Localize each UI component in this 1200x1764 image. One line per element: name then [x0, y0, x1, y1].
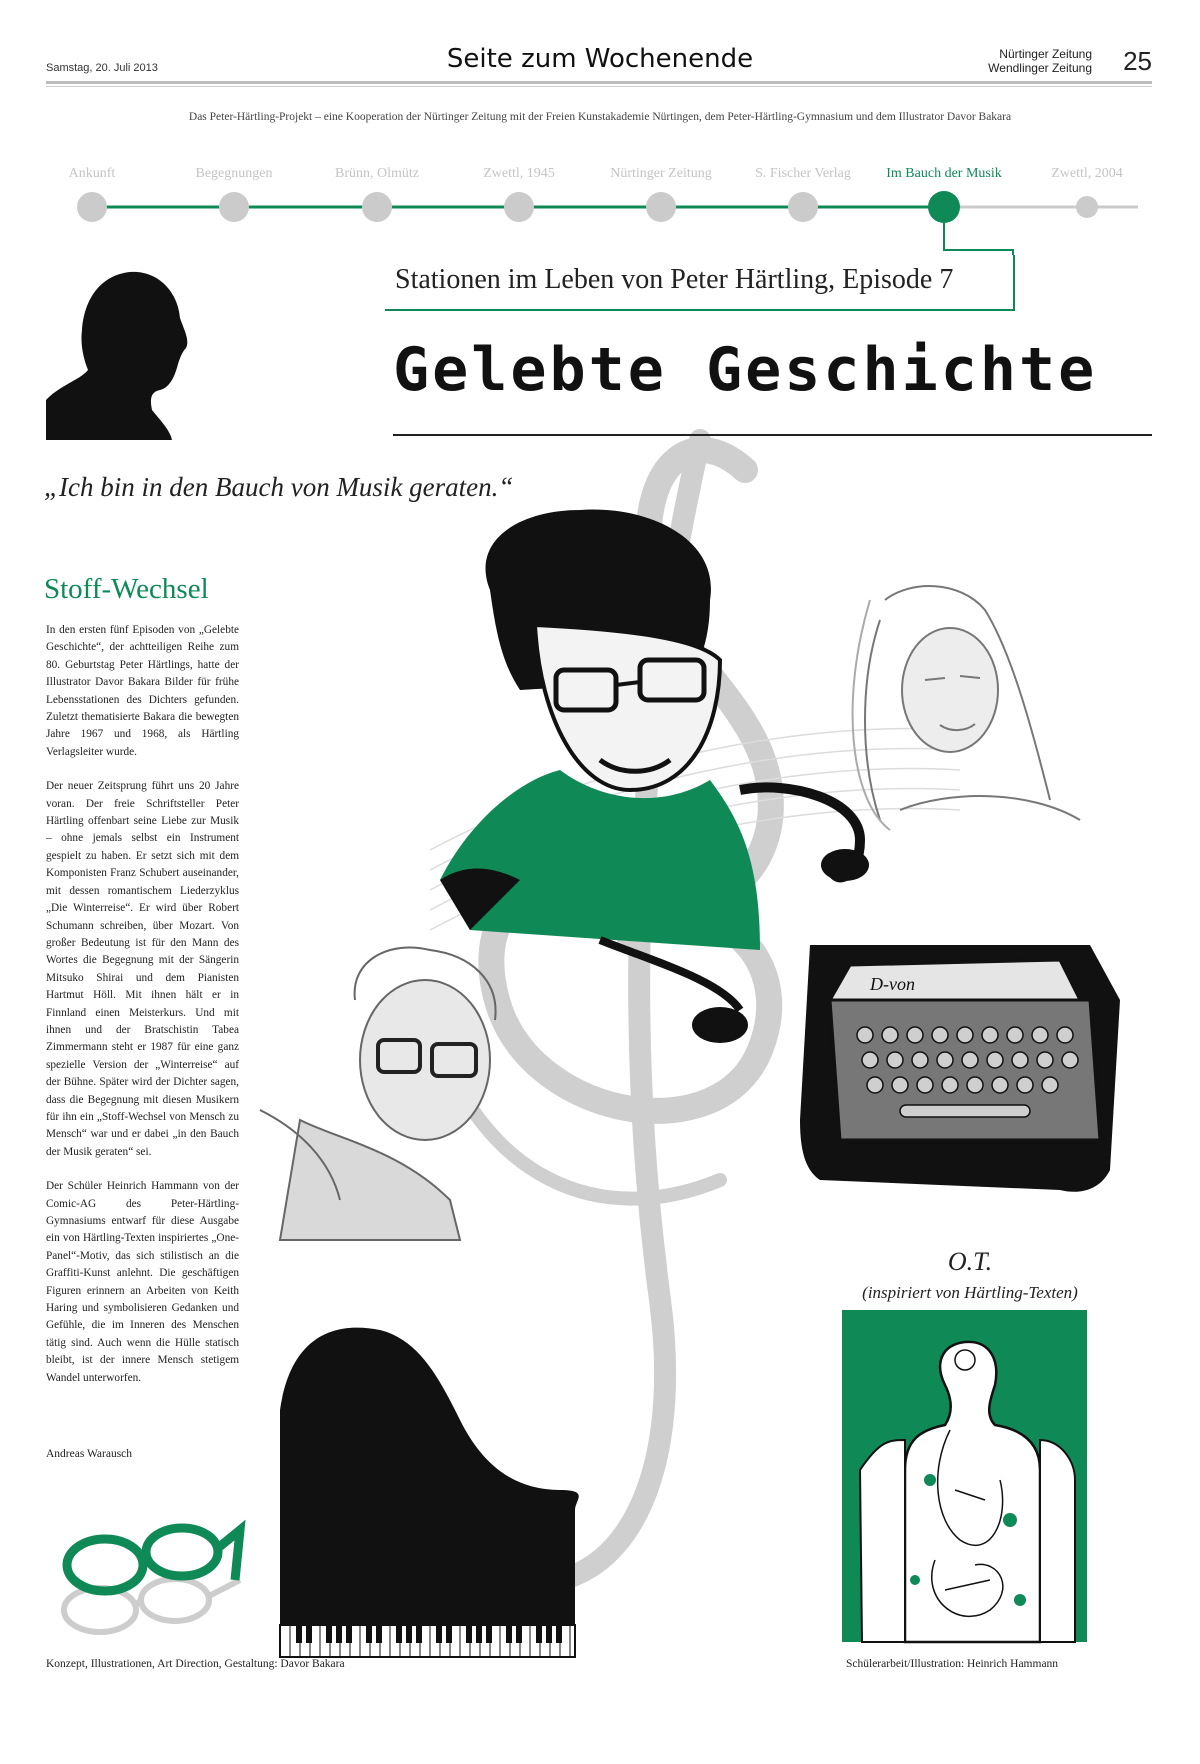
timeline-station-label: Ankunft — [68, 166, 116, 181]
timeline-dot — [646, 192, 676, 222]
page-number: 25 — [1123, 46, 1152, 76]
timeline-dot — [77, 192, 107, 222]
article-body — [46, 622, 239, 1404]
section-title: Seite zum Wochenende — [446, 44, 754, 74]
typewriter-illustration — [800, 945, 1120, 1192]
timeline-station-label: Zwettl, 2004 — [1051, 166, 1123, 181]
ot-panel-title: O.T. — [947, 1247, 993, 1276]
credit-illustrator: Konzept, Illustrationen, Art Direction, Gestaltung: Davor Bakara — [46, 1658, 345, 1670]
article-paragraph: Der Schüler Heinrich Hammann von der Comic-AG des Peter-Härtling-Gymnasiums entwarf für diese Ausgabe ein von Härtling-Texten inspiriertes „One-Panel“-Motiv, das sich stilistisch an die Graffiti-Kunst anlehnt. Die geschäftigen Figuren erinnern an Arbeiten von Keith Haring und symbolisieren Gedanken und Gefühle, die im Inneren des Menschen tätig sind. Auch wenn die Hülle statisch bleibt, ist der innere Mensch stetigem Wandel unterworfen. — [46, 1180, 239, 1384]
timeline-dot — [788, 192, 818, 222]
ot-panel-subtitle: (inspiriert von Härtling-Texten) — [862, 1283, 1078, 1302]
old-man-portrait-sketch — [260, 947, 496, 1240]
timeline-dot — [362, 192, 392, 222]
article-title: Stoff-Wechsel — [44, 573, 209, 605]
timeline-dot — [219, 192, 249, 222]
pull-quote: „Ich bin in den Bauch von Musik geraten.“ — [44, 472, 514, 502]
timeline-dot — [504, 192, 534, 222]
timeline-dot — [1076, 196, 1098, 218]
grand-piano-illustration — [280, 1328, 579, 1657]
project-description: Das Peter-Härtling-Projekt – eine Kooperation der Nürtinger Zeitung mit der Freien Kunstakademie Nürtingen, dem Peter-Härtling-Gymnasium und dem Illustrator Davor Bakara — [188, 111, 1012, 123]
portrait-silhouette — [46, 272, 187, 440]
newspaper-name-2: Wendlinger Zeitung — [988, 61, 1092, 75]
timeline-station-label: Nürtinger Zeitung — [610, 166, 712, 181]
timeline-station-label: Begegnungen — [195, 166, 273, 181]
ot-comic-panel — [842, 1310, 1087, 1642]
article-author: Andreas Warausch — [46, 1448, 133, 1460]
newspaper-name-1: Nürtinger Zeitung — [999, 47, 1092, 61]
issue-date: Samstag, 20. Juli 2013 — [46, 62, 158, 74]
woman-portrait-sketch — [853, 586, 1080, 830]
headline-rule — [393, 434, 1152, 436]
glasses-illustration — [64, 1528, 240, 1632]
episode-title: Stationen im Leben von Peter Härtling, Episode 7 — [395, 264, 954, 295]
portrait-main-illustration — [440, 510, 869, 1043]
timeline-station-label: Brünn, Olmütz — [335, 166, 419, 181]
timeline-station-label-active: Im Bauch der Musik — [886, 166, 1002, 181]
main-headline: Gelebte Geschichte — [393, 335, 1098, 405]
credit-student: Schülerarbeit/Illustration: Heinrich Hammann — [846, 1658, 1059, 1670]
timeline-dot-active — [928, 191, 960, 223]
article-paragraph: In den ersten fünf Episoden von „Gelebte Geschichte“, der achtteiligen Reihe zum 80. Geburtstag Peter Härtlings, hatte der Illustrator Davor Bakara Bilder für frühe Lebensstationen des Dichters gefunden. Zuletzt thematisierte Bakara die bewegten Jahre 1967 und 1968, als Härtling Verlagsleiter wurde. — [46, 624, 239, 758]
typewriter-brand: D-von — [870, 974, 915, 994]
timeline-station-label: Zwettl, 1945 — [483, 166, 555, 181]
article-paragraph: Der neuer Zeitsprung führt uns 20 Jahre voran. Der freie Schriftsteller Peter Härtling offenbart seine Liebe zur Musik – ohne jemals selbst ein Instrument gespielt zu haben. Er setzt sich mit dem Komponisten Franz Schubert auseinander, mit dessen romantischem Liederzyklus „Die Winterreise“. Er wird über Robert Schumann schreiben, über Mozart. Von großer Bedeutung ist für den Mann des Wortes die Begegnung mit der Sängerin Mitsuko Shirai und dem Pianisten Hartmut Höll. Mit ihnen hält er in Finnland einen Meisterkurs. Und mit ihnen und der Bratschistin Tabea Zimmermann steht er 1987 für eine ganz spezielle Version der „Winterreise“ auf der Bühne. Später wird der Dichter sagen, dass die Begegnung mit diesen Musikern für ihn ein „Stoff-Wechsel von Mensch zu Mensch“ war und er dabei „in den Bauch der Musik geraten“ sei. — [46, 780, 239, 1158]
timeline-station-label: S. Fischer Verlag — [755, 166, 851, 181]
